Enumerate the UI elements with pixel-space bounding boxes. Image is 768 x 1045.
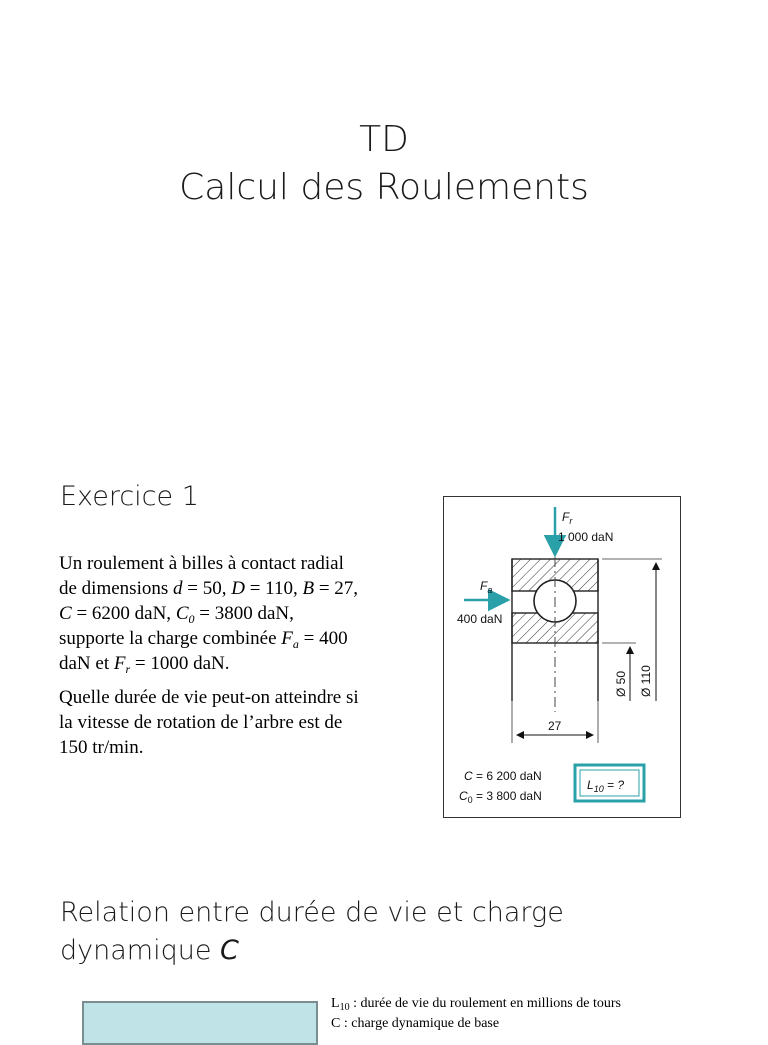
problem-paragraph-2: Quelle durée de vie peut-on atteindre si la vitesse de rotation de l’arbre est de 150 tr/min. <box>59 687 359 758</box>
problem-paragraph-1 <box>59 551 359 676</box>
fr-label: $F_r$ <box>562 510 573 526</box>
var-C0: C <box>175 603 189 624</box>
var-Fr-sub: r <box>125 662 131 676</box>
text-run: = 50, <box>182 578 232 599</box>
text-run: = 27, <box>314 578 359 599</box>
bore-diameter-label: Ø 50 <box>614 670 628 697</box>
var-Fa: F <box>281 628 293 649</box>
var-Fa-sub: a <box>292 637 299 651</box>
text-run: = 1000 daN. <box>130 653 230 674</box>
formula-box <box>82 1001 318 1045</box>
var-B: B <box>302 578 315 599</box>
var-C0-sub: 0 <box>188 612 195 626</box>
legend <box>331 994 621 1034</box>
bearing-figure <box>443 496 681 818</box>
fr-value: 1 000 daN <box>558 530 614 544</box>
problem-statement <box>59 551 359 769</box>
bearing-diagram <box>444 497 680 817</box>
exercise-heading: Exercice 1 <box>60 481 199 512</box>
text-run: = 400 daN et <box>59 628 348 674</box>
var-Fr: F <box>113 653 126 674</box>
width-label: 27 <box>548 719 562 733</box>
slide-title <box>0 116 768 212</box>
outer-diameter-label: Ø 110 <box>639 665 653 697</box>
title-line-1: TD <box>359 119 409 160</box>
var-d: d <box>173 578 183 599</box>
c0-value: $C_0 = 3$ 800 daN <box>459 789 542 805</box>
text-run: = 3800 daN, supporte la charge combinée <box>59 603 294 649</box>
title-line-2: Calcul des Roulements <box>179 167 589 208</box>
text-run: Un roulement à billes à contact radial de dimensions <box>59 553 344 599</box>
fa-label: $F_a$ <box>480 579 493 595</box>
legend-line-1: $L_{10}$ : durée de vie du roulement en millions de tours <box>331 996 621 1013</box>
text-run: = 6200 daN, <box>71 603 176 624</box>
fa-value: 400 daN <box>457 612 503 626</box>
legend-line-2: C : charge dynamique de base <box>331 1016 500 1031</box>
text-run: = 110, <box>244 578 303 599</box>
relation-heading-var: C <box>220 935 239 966</box>
c-value: C = 6 200 daN <box>464 769 542 783</box>
relation-heading <box>60 894 680 970</box>
var-C: C <box>59 603 72 624</box>
var-D: D <box>231 578 245 599</box>
l10-label: $L_{10}$ = ? <box>587 778 625 794</box>
relation-heading-text: Relation entre durée de vie et charge dynamique <box>60 897 564 966</box>
